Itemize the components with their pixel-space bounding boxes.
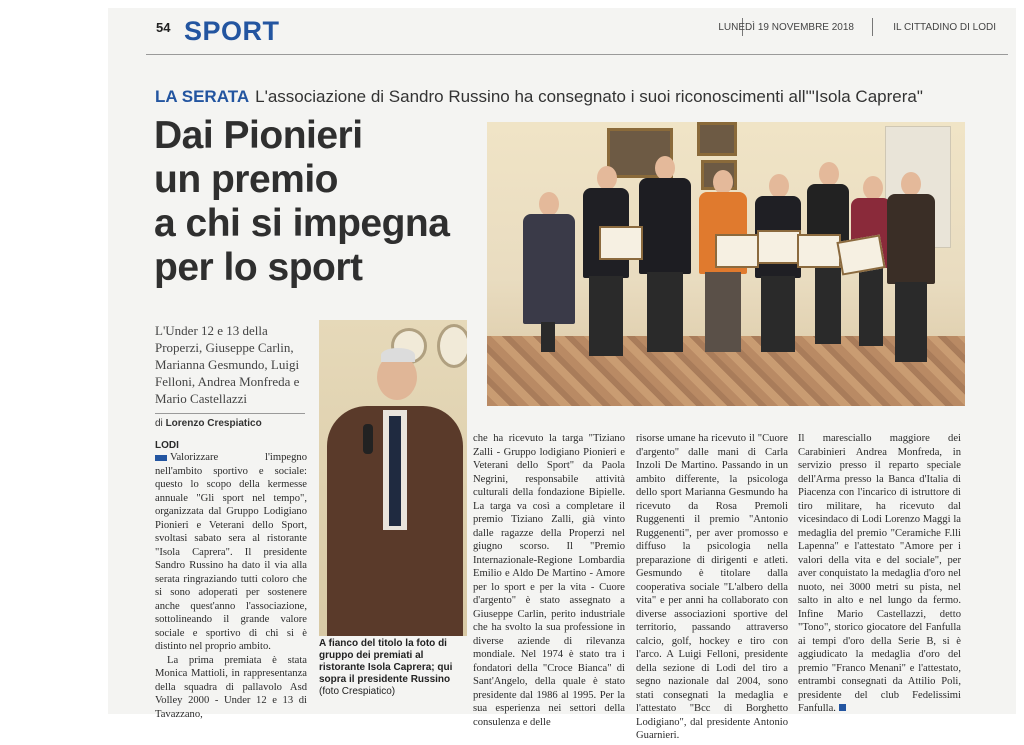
paragraph: risorse umane ha ricevuto il "Cuore d'argento" dalle mani di Carla Inzoli De Martino. Passando in un ambito differente, la psicologa dello sport Marianna Gesmundo ha ricevuto da Rosa Premoli Ruggenenti il premio "Antonio Ruggenenti", per aver promosso e diffuso la psicologia nella preparazione di dirigenti e atleti. Gesmundo è titolare dalla cooperativa sociale "L'albero della vita" e per anni ha collaborato con diverse associazioni sportive del territorio, passando attraverso calcio, golf, hockey e tiro con l'arco. A Luigi Felloni, presidente della sezione di Lodi del tiro a segno nazionale dal 2004, sono stati consegnati la medaglia e l'attestato "Bcc di Borghetto Lodigiano", dal presidente Antonio Guarnieri.	[636, 433, 788, 741]
award-plaque	[757, 230, 801, 264]
paragraph: La prima premiata è stata Monica Mattioli, in rappresentanza della squadra di pallavolo Asd Volley 2000 - Under 12 e 13 di Tavazzano,	[155, 654, 307, 720]
award-plaque	[715, 234, 759, 268]
president-photo	[319, 320, 467, 636]
publication-name: IL CITTADINO DI LODI	[893, 22, 996, 33]
divider-rule	[155, 413, 305, 414]
award-plaque	[599, 226, 643, 260]
page-number: 54	[156, 20, 171, 35]
paragraph-text: Il maresciallo maggiore dei Carabinieri Andrea Monfreda, in servizio presso il reparto speciale dell'Arma presso la Banca d'Italia di Piacenza con l'incarico di istruttore di tiro militare, ha ricevuto dal vicesindaco di Lodi Lorenzo Maggi la medaglia del premio "Ceramiche F.lli Lapenna" e l'attestato "Amore per i valori della vita e del sociale", per aver conquistato la medaglia d'oro nel nuoto, nei 3000 metri su pista, nel salto in alto e nel lungo da fermo. Infine Mario Castellazzi, detto "Tono", storico giocatore del Fanfulla ai tempi d'oro della Serie B, si è aggiudicato la medaglia d'oro del premio "Franco Menani" e l'attestato, entrambi consegnati da Attilio Poli, presidente del club Fedelissimi Fanfulla.	[798, 433, 961, 714]
paragraph	[798, 432, 961, 716]
headline-line: un premio	[154, 158, 339, 201]
speaker-hair	[381, 348, 415, 362]
caption-credit: (foto Crespiatico)	[319, 686, 396, 697]
paragraph: che ha ricevuto la targa "Tiziano Zalli - Gruppo lodigiano Pionieri e Veterani dello Sport" da Paola Negrini, responsabile attività culturali della fondazione Bipielle. La targa va così a completare il premio Tiziano Zalli, già vinto dalle ragazze della Properzi nel giugno scorso. Il "Premio Internazionale-Regione Lombardia Emilio e Aldo De Martino - Amore per lo sport e per la vita - Cuore d'argento" è stato assegnato a Giuseppe Carlin, perito industriale che ha svolto la sua professione in diverse aziende di rilevanza mondiale. Nel 1974 è stato tra i fondatori della "Croce Bianca" di Sant'Angelo, della quale è stato presidente dal 1986 al 1995. Per la sua esperienza nei settori della consulenza e delle	[473, 433, 625, 728]
paragraph-text: Valorizzare l'impegno nell'ambito sportivo e sociale: questo lo scopo della kermesse annuale "Gli sport nel tempo", organizzata dal Gruppo Lodigiano Pionieri e Veterani dello Sport, svoltasi sabato sera al ristorante "Isola Caprera". Il presidente Sandro Russino ha dato il via alla serata ringraziando tutti coloro che si sono adoperati per sostenere anche quest'anno l'associazione, sottolineando il grande valore sociale e sportivo di chi si è distinto nel proprio ambito.	[155, 452, 307, 652]
article-column-4	[798, 432, 961, 716]
wall-painting	[697, 122, 737, 156]
issue-date: LUNEDÌ 19 NOVEMBRE 2018	[718, 22, 854, 33]
dateline: LODI	[155, 440, 179, 451]
headline-line: per lo sport	[154, 246, 363, 289]
headline	[154, 114, 484, 290]
page-header	[146, 18, 1008, 55]
byline	[155, 418, 262, 429]
dateline-marker	[155, 455, 167, 461]
kicker: LA SERATA	[155, 87, 250, 106]
standfirst: L'Under 12 e 13 della Properzi, Giuseppe Carlin, Marianna Gesmundo, Luigi Felloni, Andrea Monfreda e Mario Castellazzi	[155, 323, 300, 406]
article-column-1	[155, 440, 307, 721]
byline-prefix: di	[155, 418, 163, 429]
header-divider	[872, 18, 873, 36]
microphone-icon	[363, 424, 373, 454]
wall-mirror	[437, 324, 467, 368]
section-title: SPORT	[184, 16, 280, 46]
article-column-3	[636, 432, 788, 743]
byline-author: Lorenzo Crespiatico	[165, 418, 262, 429]
award-plaque	[797, 234, 841, 268]
article-column-2	[473, 432, 625, 729]
caption-text: A fianco del titolo la foto di gruppo dei premiati al ristorante Isola Caprera; qui sopra il presidente Russino	[319, 638, 453, 685]
headline-line: Dai Pionieri	[154, 114, 363, 157]
photo-caption	[319, 638, 467, 698]
group-photo	[487, 122, 965, 406]
article-subhead	[155, 87, 1005, 107]
subhead-text: L'associazione di Sandro Russino ha consegnato i suoi riconoscimenti all'"Isola Caprera"	[255, 87, 923, 106]
paragraph	[155, 451, 307, 654]
headline-line: a chi si impegna	[154, 202, 450, 245]
speaker-tie	[389, 416, 401, 526]
end-of-article-mark	[839, 704, 846, 711]
